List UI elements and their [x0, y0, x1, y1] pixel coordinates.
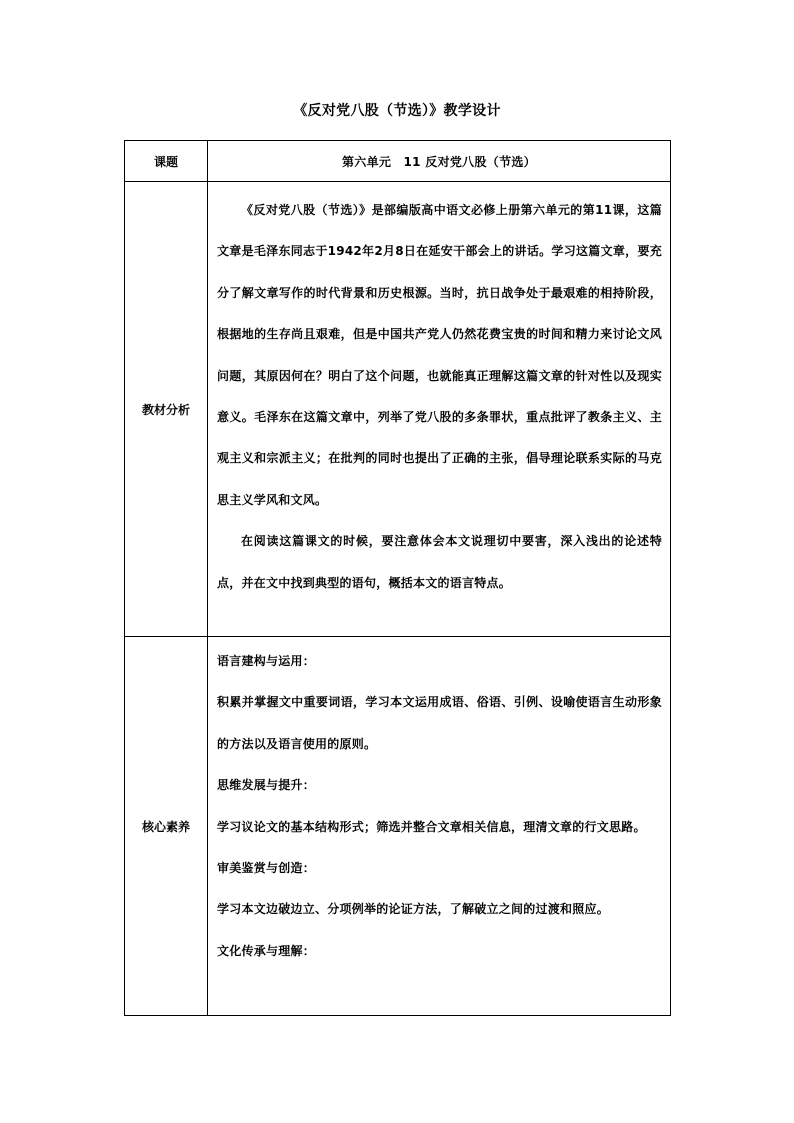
table-row-textbook-analysis [125, 182, 671, 637]
core-literacy-heading: 文化传承与理解： [217, 943, 316, 958]
topic-content: 第六单元 11 反对党八股（节选） [208, 141, 671, 182]
textbook-analysis-label: 教材分析 [125, 182, 208, 637]
textbook-analysis-cell [208, 182, 671, 637]
table-row-core-literacy [125, 637, 671, 1016]
analysis-paragraph: 在阅读这篇课文的时候，要注意体会本文说理切中要害，深入浅出的论述特点，并在文中找到典型的语句，概括本文的语言特点。 [217, 534, 662, 590]
core-literacy-label: 核心素养 [125, 637, 208, 1016]
core-literacy-cell [208, 637, 671, 1016]
core-literacy-heading: 审美鉴赏与创造： [217, 861, 316, 876]
core-literacy-text: 学习议论文的基本结构形式；筛选并整合文章相关信息，理清文章的行文思路。 [217, 819, 646, 834]
lesson-design-table [124, 140, 671, 1016]
core-literacy-heading: 思维发展与提升： [217, 778, 316, 793]
core-literacy-text: 学习本文边破边立、分项例举的论证方法，了解破立之间的过渡和照应。 [217, 902, 610, 917]
core-literacy-text: 积累并掌握文中重要词语，学习本文运用成语、俗语、引例、设喻使语言生动形象的方法以及语言使用的原则。 [217, 695, 662, 751]
analysis-paragraph: 《反对党八股（节选）》是部编版高中语文必修上册第六单元的第11课，这篇文章是毛泽东同志于1942年2月8日在延安干部会上的讲话。学习这篇文章，要充分了解文章写作的时代背景和历史根源。当时，抗日战争处于最艰难的相持阶段，根据地的生存尚且艰难，但是中国共产党人仍然花费宝贵的时间和精力来讨论文风问题，其原因何在？明白了这个问题，也就能真正理解这篇文章的针对性以及现实意义。毛泽东在这篇文章中，列举了党八股的多条罪状，重点批评了教条主义、主观主义和宗派主义；在批判的同时也提出了正确的主张，倡导理论联系实际的马克思主义学风和文风。 [217, 203, 662, 507]
document-title: 《反对党八股（节选）》教学设计 [293, 103, 501, 119]
core-literacy-heading: 语言建构与运用： [217, 654, 316, 668]
table-row-topic [125, 141, 671, 182]
topic-label: 课题 [125, 141, 208, 182]
